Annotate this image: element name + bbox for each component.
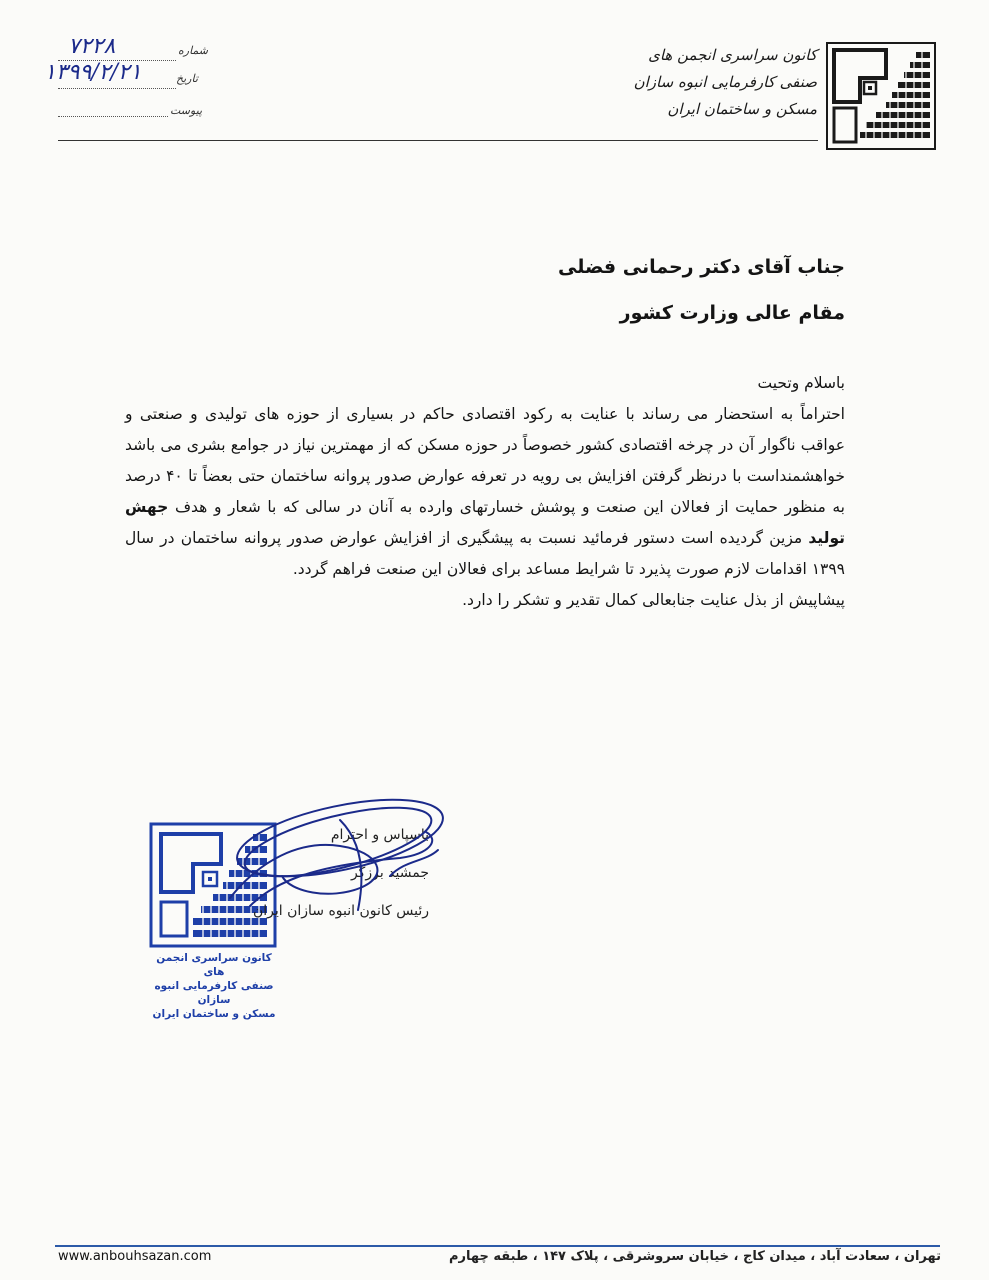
organization-logo: [826, 42, 936, 154]
addressee-line-1: جناب آقای دکتر رحمانی فضلی: [557, 256, 845, 278]
campaign-slogan: جهش تولید: [125, 498, 845, 547]
letter-body: [125, 368, 845, 616]
stamp-line: مسکن و ساختمان ایران: [152, 1008, 276, 1020]
ref-date-label: تاریخ: [176, 72, 198, 85]
greeting: باسلام وتحیت: [757, 374, 845, 392]
footer-divider: [55, 1245, 940, 1247]
signer-title: رئیس کانون انبوه سازان ایران: [252, 903, 429, 919]
org-name-line: کانون سراسری انجمن های: [648, 46, 817, 64]
addressee-line-2: مقام عالی وزارت کشور: [619, 302, 845, 324]
website-link[interactable]: www.anbouhsazan.com: [58, 1249, 212, 1264]
stamp-line: صنفی کارفرمایی انبوه سازان: [154, 980, 274, 1006]
body-paragraph-1: [125, 399, 845, 585]
organization-name: [617, 42, 817, 123]
ref-date-value: ۱۳۹۹/۲/۲۱: [44, 60, 142, 85]
stamp-line: کانون سراسری انجمن های: [156, 952, 272, 978]
stamp-caption: [147, 951, 281, 1021]
body-paragraph-1-start: احتراماً به استحضار می رساند با عنایت به رکود اقتصادی حاکم در بسیاری از حوزه های تولیدی و صنعتی و عواقب ناگوار آن در چرخه اقتصادی کشور خصوصاً در حوزه مسکن که از مهمترین نیاز در جوامع بشری می باشد خواهشمنداست با درنظر گرفتن افزایش بی رویه در تعرفه عوارض صدور پروانه ساختمان حتی بعضاً تا ۴۰ درصد به منظور حمایت از فعالان این صنعت و پوشش خسارتهای وارده به آنان در سالی که با شعار و هدف: [125, 405, 845, 516]
attachment-label: پیوست: [170, 104, 203, 117]
postal-address: تهران ، سعادت آباد ، میدان کاج ، خیابان سروشرقی ، پلاک ۱۴۷ ، طبقه چهارم: [449, 1249, 941, 1264]
ref-number-label: شماره: [178, 44, 209, 57]
body-paragraph-1-end: مزین گردیده است دستور فرمائید نسبت به پیشگیری از افزایش عوارض صدور پروانه ساختمان در سال ۱۳۹۹ اقدامات لازم صورت پذیرد تا شرایط مساعد برای فعالان این صنعت فراهم گردد.: [125, 529, 845, 578]
closing-regards: باسپاس و احترام: [330, 827, 429, 843]
signer-name: جمشید برزگر: [350, 865, 429, 881]
handwritten-signature: [190, 780, 460, 934]
attachment-dots: [58, 116, 168, 117]
org-name-line: مسکن و ساختمان ایران: [667, 100, 817, 118]
body-paragraph-2: پیشاپیش از بذل عنایت جنابعالی کمال تقدیر و تشکر را دارد.: [462, 591, 845, 609]
ref-date-dots: [58, 88, 176, 89]
ref-number-value: ۷۲۲۸: [68, 34, 116, 59]
header-divider: [58, 140, 818, 141]
org-name-line: صنفی کارفرمایی انبوه سازان: [633, 73, 817, 91]
